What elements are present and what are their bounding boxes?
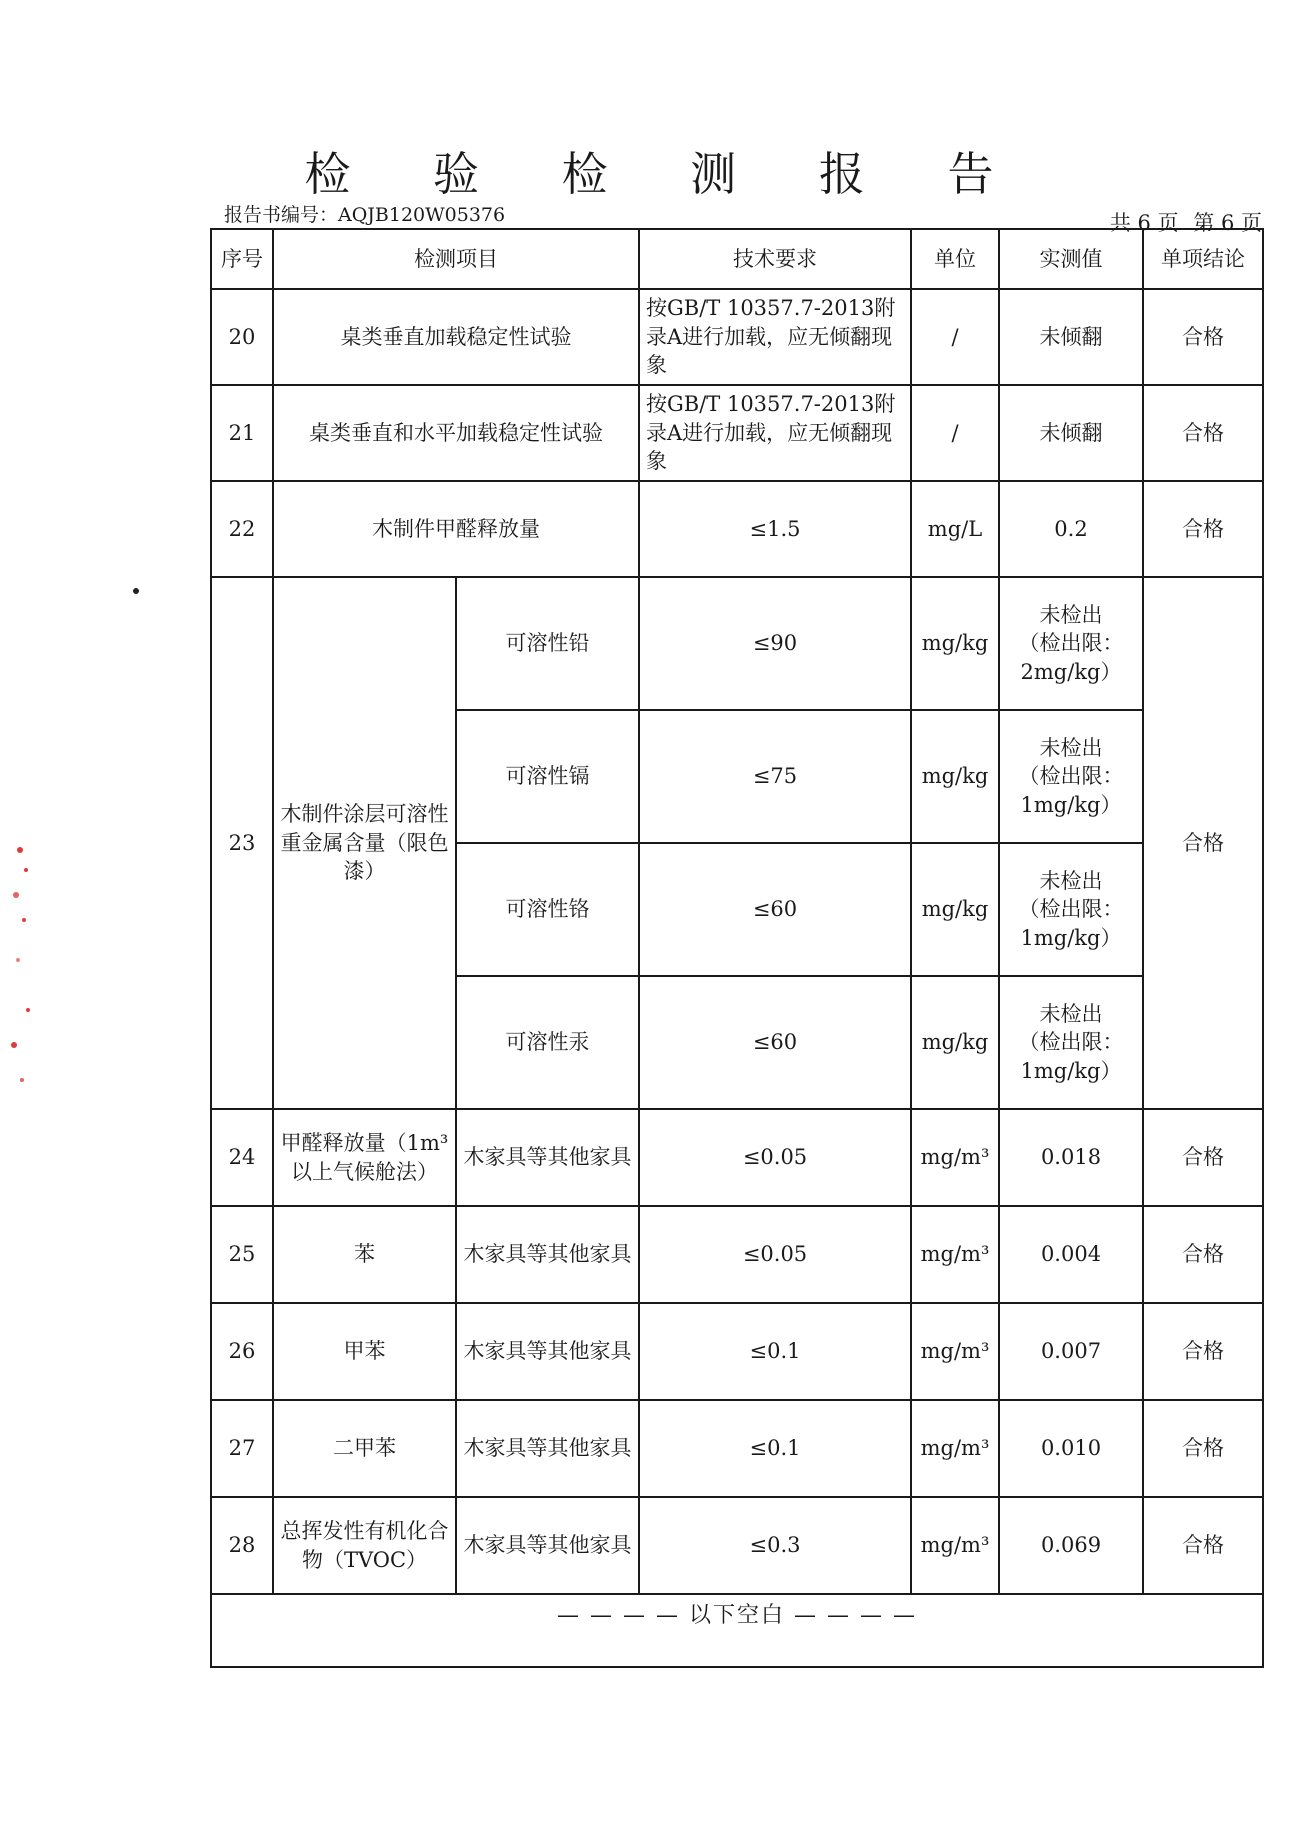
header-value: 实测值 <box>999 229 1143 289</box>
row-item: 苯 <box>273 1206 456 1303</box>
row-value <box>999 577 1143 710</box>
row-no: 25 <box>211 1206 273 1303</box>
row-item: 二甲苯 <box>273 1400 456 1497</box>
table-row <box>211 1497 1263 1594</box>
table-row <box>211 1400 1263 1497</box>
report-number: 报告书编号：AQJB120W05376 <box>224 204 506 226</box>
row-unit: mg/m³ <box>911 1303 999 1400</box>
row-unit: mg/m³ <box>911 1206 999 1303</box>
row-no: 21 <box>211 385 273 481</box>
row-unit: mg/m³ <box>911 1400 999 1497</box>
row-value: 未倾翻 <box>999 289 1143 385</box>
row-value: 0.010 <box>999 1400 1143 1497</box>
row-unit: / <box>911 289 999 385</box>
table-header-row <box>211 229 1263 289</box>
row-requirement: ≤0.05 <box>639 1109 911 1206</box>
row-result: 合格 <box>1143 1109 1263 1206</box>
value-line: 未检出 <box>1039 1001 1103 1026</box>
header-item: 检测项目 <box>273 229 639 289</box>
value-line: （检出限： <box>1018 631 1124 656</box>
row-item: 桌类垂直和水平加载稳定性试验 <box>273 385 639 481</box>
stamp-edge-mark <box>6 840 36 1100</box>
row-no: 26 <box>211 1303 273 1400</box>
row-result: 合格 <box>1143 289 1263 385</box>
row-scope: 木家具等其他家具 <box>456 1206 639 1303</box>
row-requirement: ≤0.3 <box>639 1497 911 1594</box>
row-requirement: ≤0.1 <box>639 1303 911 1400</box>
row-requirement: ≤0.1 <box>639 1400 911 1497</box>
row-no: 20 <box>211 289 273 385</box>
row-requirement: ≤75 <box>639 710 911 843</box>
value-line: 2mg/kg） <box>1020 659 1122 684</box>
row-requirement: 按GB/T 10357.7-2013附录A进行加载，应无倾翻现象 <box>639 385 911 481</box>
row-requirement: ≤1.5 <box>639 481 911 577</box>
row-result: 合格 <box>1143 481 1263 577</box>
blank-note: — — — — 以下空白 — — — — <box>557 1602 917 1628</box>
row-scope: 木家具等其他家具 <box>456 1303 639 1400</box>
header-unit: 单位 <box>911 229 999 289</box>
row-unit: mg/m³ <box>911 1109 999 1206</box>
row-value: 0.2 <box>999 481 1143 577</box>
value-line: 1mg/kg） <box>1020 792 1122 817</box>
row-result: 合格 <box>1143 1206 1263 1303</box>
row-unit: / <box>911 385 999 481</box>
row-requirement: 按GB/T 10357.7-2013附录A进行加载，应无倾翻现象 <box>639 289 911 385</box>
sub-item: 可溶性镉 <box>456 710 639 843</box>
sub-item: 可溶性铅 <box>456 577 639 710</box>
table-row <box>211 1109 1263 1206</box>
row-unit: mg/L <box>911 481 999 577</box>
row-result: 合格 <box>1143 1400 1263 1497</box>
row-unit: mg/kg <box>911 976 999 1109</box>
row-unit: mg/m³ <box>911 1497 999 1594</box>
row-item: 甲醛释放量（1m³以上气候舱法） <box>273 1109 456 1206</box>
table-row <box>211 1206 1263 1303</box>
row-item: 总挥发性有机化合物（TVOC） <box>273 1497 456 1594</box>
value-line: 1mg/kg） <box>1020 925 1122 950</box>
row-value: 0.004 <box>999 1206 1143 1303</box>
row-item: 木制件涂层可溶性重金属含量（限色漆） <box>273 577 456 1109</box>
row-no: 27 <box>211 1400 273 1497</box>
row-item: 甲苯 <box>273 1303 456 1400</box>
row-value <box>999 843 1143 976</box>
row-item: 木制件甲醛释放量 <box>273 481 639 577</box>
value-line: 1mg/kg） <box>1020 1058 1122 1083</box>
ink-dot <box>133 588 139 594</box>
row-value <box>999 976 1143 1109</box>
value-line: （检出限： <box>1018 764 1124 789</box>
row-value: 0.007 <box>999 1303 1143 1400</box>
row-value <box>999 710 1143 843</box>
row-no: 22 <box>211 481 273 577</box>
value-line: （检出限： <box>1018 1030 1124 1055</box>
header-result: 单项结论 <box>1143 229 1263 289</box>
row-requirement: ≤60 <box>639 976 911 1109</box>
row-result: 合格 <box>1143 1303 1263 1400</box>
header-requirement: 技术要求 <box>639 229 911 289</box>
row-item: 桌类垂直加载稳定性试验 <box>273 289 639 385</box>
row-scope: 木家具等其他家具 <box>456 1400 639 1497</box>
row-scope: 木家具等其他家具 <box>456 1109 639 1206</box>
row-value: 0.018 <box>999 1109 1143 1206</box>
sub-item: 可溶性汞 <box>456 976 639 1109</box>
page-total: 共 6 页 <box>1109 211 1179 235</box>
row-result: 合格 <box>1143 577 1263 1109</box>
row-scope: 木家具等其他家具 <box>456 1497 639 1594</box>
row-unit: mg/kg <box>911 843 999 976</box>
row-requirement: ≤60 <box>639 843 911 976</box>
sub-item: 可溶性铬 <box>456 843 639 976</box>
table-row <box>211 1303 1263 1400</box>
blank-cell <box>211 1594 1263 1667</box>
row-unit: mg/kg <box>911 710 999 843</box>
row-requirement: ≤90 <box>639 577 911 710</box>
value-line: （检出限： <box>1018 897 1124 922</box>
results-table <box>210 228 1264 1668</box>
row-no: 24 <box>211 1109 273 1206</box>
blank-row <box>211 1594 1263 1667</box>
table-row <box>211 289 1263 385</box>
value-line: 未检出 <box>1039 602 1103 627</box>
row-unit: mg/kg <box>911 577 999 710</box>
table-row <box>211 577 1263 710</box>
row-requirement: ≤0.05 <box>639 1206 911 1303</box>
row-no: 28 <box>211 1497 273 1594</box>
page-current: 第 6 页 <box>1193 211 1262 235</box>
header-no: 序号 <box>211 229 273 289</box>
row-value: 0.069 <box>999 1497 1143 1594</box>
value-line: 未检出 <box>1039 868 1103 893</box>
row-no: 23 <box>211 577 273 1109</box>
table-row <box>211 385 1263 481</box>
value-line: 未检出 <box>1039 735 1103 760</box>
report-title: 检 验 检 测 报 告 <box>304 147 1028 201</box>
row-result: 合格 <box>1143 385 1263 481</box>
row-value: 未倾翻 <box>999 385 1143 481</box>
row-result: 合格 <box>1143 1497 1263 1594</box>
table-row <box>211 481 1263 577</box>
